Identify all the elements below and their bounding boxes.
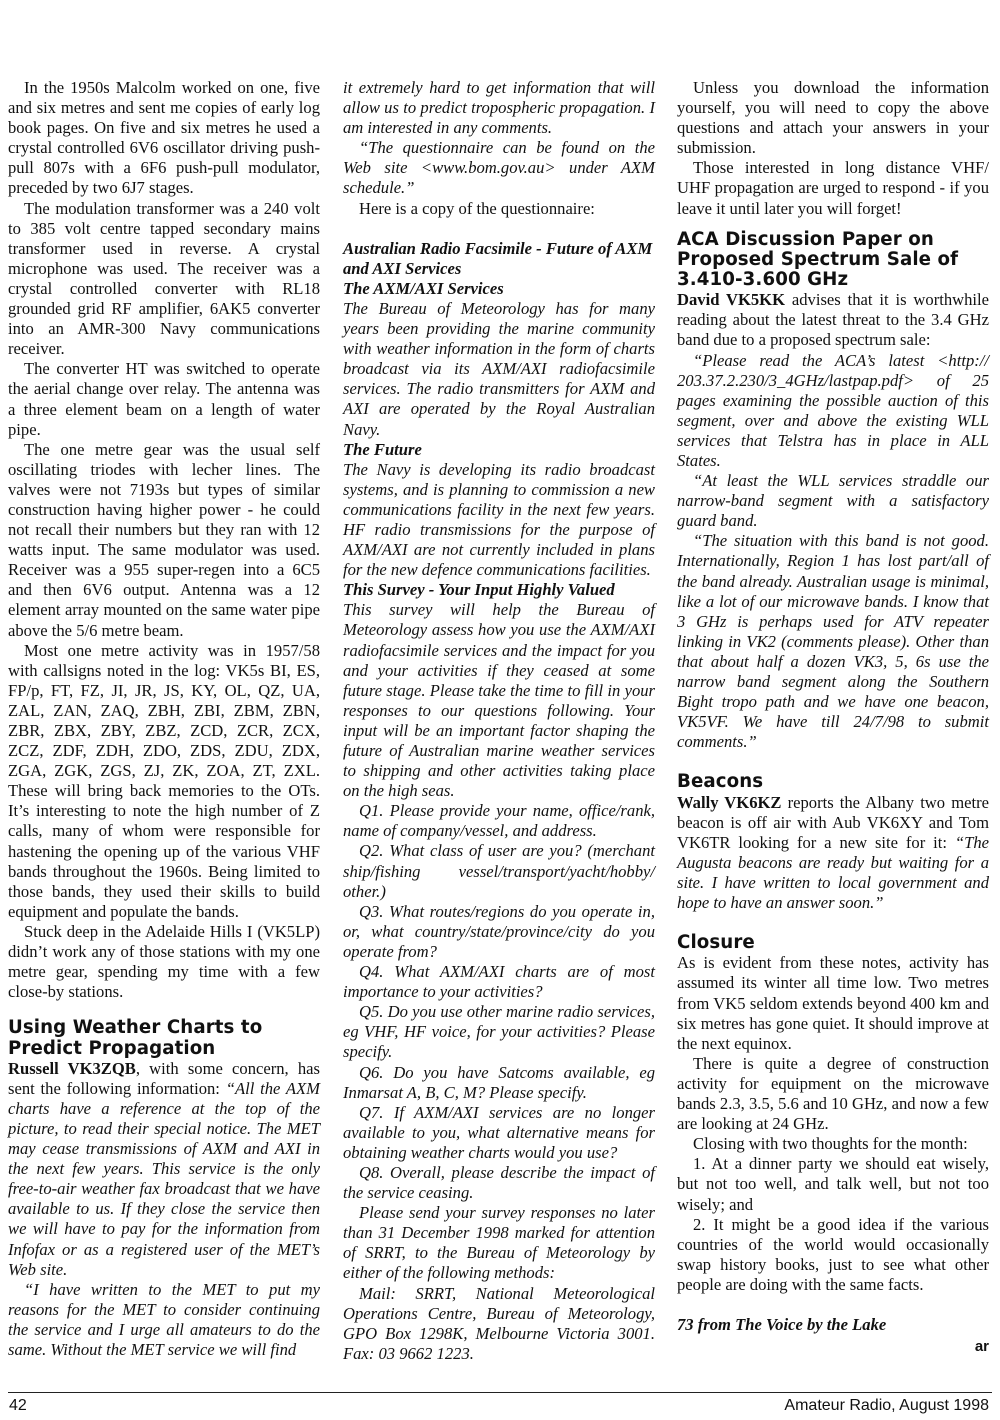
heading-radio-facsimile: Australian Radio Facsimile - Future of AXM and AXI Services bbox=[343, 238, 653, 278]
intro-text: reports the Albany two metre beacon is off air with Aub VK6XY and Tom VK6TR looking for a new site for it: bbox=[677, 792, 989, 852]
paragraph-written-to-met: “I have written to the MET to put my reasons for the MET to consider continuing the service and I urge all amateurs to do the same. Without the MET service we will find bbox=[8, 1279, 320, 1360]
question-6: Q6. Do you have Satcoms available, eg Inmarsat A, B, C, M? Please specify. bbox=[343, 1062, 655, 1102]
column-left bbox=[8, 78, 320, 1360]
heading-aca-discussion-paper: ACA Discussion Paper on Proposed Spectrum Sale of 3.410-3.600 GHz bbox=[677, 228, 959, 291]
question-5: Q5. Do you use other marine radio services, eg VHF, HF voice, for your activities? Please specify. bbox=[343, 1002, 655, 1062]
paragraph-continued-quote: it extremely hard to get information that will allow us to predict tropospheric propagation. I am interested in any comments. bbox=[343, 78, 655, 138]
author-name: Russell VK3ZQB bbox=[8, 1058, 136, 1078]
paragraph-one-metre-gear: The one metre gear was the usual self oscillating triodes with lecher lines. The valves were not 7193s but types of similar construction having higher power - he could not recall their numbers but they ran with 12 watts input. The same modulator was used. Receiver was a 955 super-regen into a 6C5 and then 6V6 output. Antenna was a 12 element array mounted on the same water pipe above the 5/6 metre beam. bbox=[8, 439, 320, 640]
paragraph-thought-1: 1. At a dinner party we should eat wisely, but not too well, and talk well, but not too wisely; and bbox=[677, 1154, 989, 1214]
paragraph-david-intro bbox=[677, 290, 989, 350]
paragraph-mail-fax: Mail: SRRT, National Meteorological Operations Centre, Bureau of Meteorology, GPO Box 1298K, Melbourne Victoria 3001. Fax: 03 9662 1223. bbox=[343, 1283, 655, 1363]
paragraph-questionnaire-link: “The questionnaire can be found on the Web site <www.bom.gov.au> under AXM schedule.” bbox=[343, 138, 655, 198]
heading-this-survey: This Survey - Your Input Highly Valued bbox=[343, 580, 615, 600]
quote-text: “All the AXM charts have a reference at the top of the picture, to read their special notice. The MET may cease transmissions of AXM and AXI in the next few years. This service is the only free-to-air weather fax broadcast that we have available to us. If they close the service then we will have to pay for the information from Infofax or as a registered user of the MET’s Web site. bbox=[8, 1078, 321, 1279]
paragraph-modulation-transformer: The modulation transformer was a 240 volt to 385 volt centre tapped secondary mains transformer used in reverse. A crystal microphone was used. The receiver was a crystal controlled converter with RL18 grounded grid RF amplifier, 6AK5 converter into an AMR-300 Navy communications receiver. bbox=[8, 198, 320, 359]
paragraph-activity-low: As is evident from these notes, activity has assumed its winter all time low. Two metres from VK5 seldom extends beyond 400 km and six metres has gone quiet. It should improve at the next equinox. bbox=[677, 953, 989, 1053]
paragraph-navy-developing: The Navy is developing its radio broadcast systems, and is planning to commission a new communications facility in the next few years. HF radio transmissions for the purpose of AXM/AXI are not currently included in plans for the new defence communications facilities. bbox=[343, 459, 655, 580]
paragraph-urged-to-respond: Those interested in long distance VHF/ UHF propagation are urged to respond - if you leave it until later you will forget! bbox=[677, 158, 989, 218]
heading-weather-charts: Using Weather Charts to Predict Propagation bbox=[8, 1017, 263, 1059]
quote-text: “The Augusta beacons are ready but waiting for a site. I have written to local government and hope to have an answer soon.” bbox=[677, 832, 989, 913]
intro-text: advises that it is worthwhile reading about the latest threat to the 3.4 GHz band due to a proposed spectrum sale: bbox=[677, 290, 989, 350]
paragraph-send-responses: Please send your survey responses no later than 31 December 1998 marked for attention of SRRT, to the Bureau of Meteorology by either of the following methods: bbox=[343, 1203, 655, 1283]
question-3: Q3. What routes/regions do you operate in, or, what country/state/province/city do you operate from? bbox=[343, 901, 655, 961]
question-4: Q4. What AXM/AXI charts are of most importance to your activities? bbox=[343, 962, 655, 1002]
paragraph-thought-2: 2. It might be a good idea if the various countries of the world would occasionally swap history books, just to see what other people are doing with the same facts. bbox=[677, 1214, 989, 1294]
footer-rule bbox=[8, 1392, 992, 1393]
heading-the-future: The Future bbox=[343, 439, 422, 459]
paragraph-copy-intro: Here is a copy of the questionnaire: bbox=[359, 198, 595, 218]
paragraph-callsigns: Most one metre activity was in 1957/58 with callsigns noted in the log: VK5s BI, ES, FP/p, FT, FZ, JI, JR, JS, KY, OL, QZ, UA, ZAL, ZAN, ZAQ, ZBH, ZBI, ZBM, ZBN, ZBR, ZBX, ZBY, ZBZ, ZCD, ZCR, ZCX, ZCZ, ZDF, ZDH, ZDO, ZDS, ZDU, ZDX, ZGA, ZGK, ZGS, ZJ, ZK, ZOA, ZT, ZXL. These will bring back memories to the OTs. It’s interesting to note the high number of Z calls, many of whom were responsible for hastening the opening up of the various VHF bands throughout the 1960s. Being limited to those bands, they used their skills to build equipment and populate the bands. bbox=[8, 640, 320, 921]
publication-title: Amateur Radio, August 1998 bbox=[784, 1397, 989, 1414]
signoff: 73 from The Voice by the Lake bbox=[677, 1314, 887, 1334]
page-number: 42 bbox=[9, 1397, 27, 1414]
author-name: Wally VK6KZ bbox=[677, 792, 782, 812]
heading-axm-axi-services: The AXM/AXI Services bbox=[343, 278, 504, 298]
paragraph-two-thoughts: Closing with two thoughts for the month: bbox=[693, 1134, 968, 1154]
column-right bbox=[677, 78, 989, 1357]
column-middle bbox=[343, 78, 655, 1364]
paragraph-wll-services: “At least the WLL services straddle our narrow-band segment with a satisfactory guard band. bbox=[677, 471, 989, 531]
heading-closure: Closure bbox=[677, 932, 755, 954]
paragraph-russell-intro bbox=[8, 1059, 320, 1280]
paragraph-download-info: Unless you download the information yourself, you will need to copy the above questions and attach your answers in your submission. bbox=[677, 78, 989, 158]
author-name: David VK5KK bbox=[677, 290, 785, 310]
paragraph-adelaide-hills: Stuck deep in the Adelaide Hills I (VK5LP) didn’t work any of those stations with my one metre gear, spending my time with a few close-by stations. bbox=[8, 921, 320, 1002]
paragraph-converter-ht: The converter HT was switched to operate the aerial change over relay. The antenna was a three element beam on a length of water pipe. bbox=[8, 359, 320, 439]
paragraph-bureau-services: The Bureau of Meteorology has for many years been providing the marine community with weather information in the form of charts broadcast via its AXM/AXI radiofacsimile services. The radio transmitters for AXM and AXI are operated by the Royal Australian Navy. bbox=[343, 298, 655, 439]
intro-text: , with some concern, has sent the following information: bbox=[8, 1058, 320, 1098]
paragraph-wally-beacon bbox=[677, 793, 989, 914]
question-1: Q1. Please provide your name, office/rank, name of company/vessel, and address. bbox=[343, 801, 655, 841]
question-8: Q8. Overall, please describe the impact of the service ceasing. bbox=[343, 1162, 655, 1203]
paragraph-construction: There is quite a degree of construction activity for equipment on the microwave bands 2.3, 3.5, 5.6 and 10 GHz, and now a few are looking at 24 GHz. bbox=[677, 1053, 989, 1134]
paragraph-band-situation: “The situation with this band is not good. Internationally, Region 1 has lost part/all of the band already. Australian usage is minimal, like a lot of our microwave bands. I know that 3 GHz is perhaps used for ATV repeater linking in VK2 (comments please). Other than that about half a dozen VK3, 5, 6s use the narrow band segment along the Southern Bight tropo path and we have one beacon, VK5VF. We have till 24/7/98 to submit comments.” bbox=[677, 531, 989, 752]
heading-beacons: Beacons bbox=[677, 771, 764, 793]
paragraph-survey-help: This survey will help the Bureau of Meteorology assess how you use the AXM/AXI radiofacsimile services and the impact for you and your activities if they ceased at some future stage. Please take the time to fill in your responses to our questions following. Your input will be an important factor shaping the future of Australian marine weather services to shipping and other activities taking place on the high seas. bbox=[343, 600, 655, 801]
paragraph-1950s-gear: In the 1950s Malcolm worked on one, five and six metres and sent me copies of early log book pages. On five and six metres he used a crystal controlled 6V6 oscillator driving push-pull 807s with a 6F6 push-pull modulator, preceded by two 6J7 stages. bbox=[8, 78, 320, 198]
end-mark: ar bbox=[974, 1338, 989, 1356]
paragraph-read-aca: “Please read the ACA’s latest <http:// 203.37.2.230/3_4GHz/lastpap.pdf> of 25 pages examining the possible auction of this segment, over and above the existing WLL services that Telstra has in place in ALL States. bbox=[677, 350, 989, 471]
question-7: Q7. If AXM/AXI services are no longer available to you, what alternative means for obtaining weather charts would you use? bbox=[343, 1102, 655, 1162]
question-2: Q2. What class of user are you? (merchant ship/fishing vessel/transport/yacht/hobby/ other.) bbox=[343, 841, 655, 901]
